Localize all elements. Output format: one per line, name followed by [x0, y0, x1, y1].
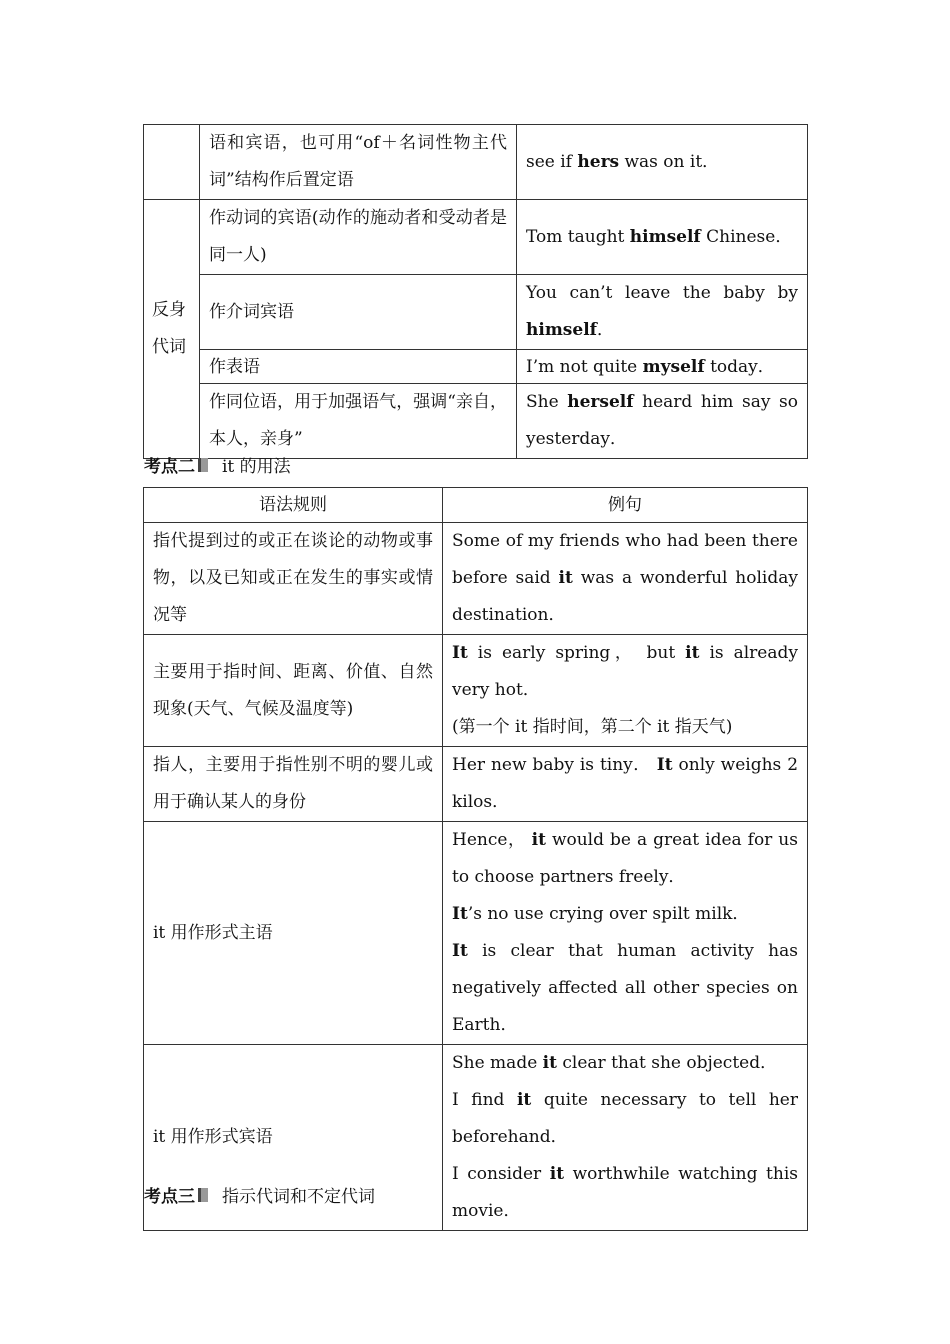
section-title: 指示代词和不定代词 — [222, 1187, 375, 1207]
header-example: 例句 — [443, 488, 808, 523]
category-cell-empty — [144, 125, 200, 200]
example-cell: Hence， it would be a great idea for us to choose partners freely． It’s no use crying over spilt milk． It is clear that human activity has negatively affected all other species on Earth． — [443, 822, 808, 1045]
section-heading-it-usage — [144, 452, 291, 477]
example-cell: It is early spring， but it is already very hot． (第一个 it 指时间，第二个 it 指天气) — [443, 635, 808, 747]
rule-cell: 主要用于指时间、距离、价值、自然现象(天气、气候及温度等) — [144, 635, 443, 747]
reflexive-pronoun-table — [143, 124, 808, 459]
section-marker-icon — [198, 1188, 208, 1202]
example-cell: see if hers was on it． — [517, 125, 808, 200]
rule-cell: 作动词的宾语(动作的施动者和受动者是同一人) — [200, 200, 517, 275]
section-label: 考点三 — [144, 1187, 195, 1207]
section-title: it 的用法 — [222, 457, 291, 477]
section-marker-icon — [198, 458, 208, 472]
rule-cell: 指人，主要用于指性别不明的婴儿或用于确认某人的身份 — [144, 747, 443, 822]
example-cell: I’m not quite myself today． — [517, 350, 808, 384]
rule-cell: it 用作形式主语 — [144, 822, 443, 1045]
rule-cell: 语和宾语，也可用“of＋名词性物主代词”结构作后置定语 — [200, 125, 517, 200]
rule-cell: 作表语 — [200, 350, 517, 384]
example-cell: Her new baby is tiny． It only weighs 2 kilos． — [443, 747, 808, 822]
example-cell: She herself heard him say so yesterday． — [517, 384, 808, 459]
rule-cell: 指代提到过的或正在谈论的动物或事物，以及已知或正在发生的事实或情况等 — [144, 523, 443, 635]
example-cell: Some of my friends who had been there before said it was a wonderful holiday destination． — [443, 523, 808, 635]
category-cell: 反身代词 — [144, 200, 200, 459]
rule-cell: 作同位语，用于加强语气，强调“亲自，本人，亲身” — [200, 384, 517, 459]
rule-cell: 作介词宾语 — [200, 275, 517, 350]
it-usage-table — [143, 487, 808, 1231]
header-rule: 语法规则 — [144, 488, 443, 523]
section-heading-demonstrative — [144, 1182, 375, 1207]
example-cell: You can’t leave the baby by himself． — [517, 275, 808, 350]
example-cell: She made it clear that she objected． I find it quite necessary to tell her beforehand． I consider it worthwhile watching this movie． — [443, 1045, 808, 1231]
example-cell: Tom taught himself Chinese． — [517, 200, 808, 275]
section-label: 考点二 — [144, 457, 195, 477]
rule-cell: it 用作形式宾语 — [144, 1045, 443, 1231]
